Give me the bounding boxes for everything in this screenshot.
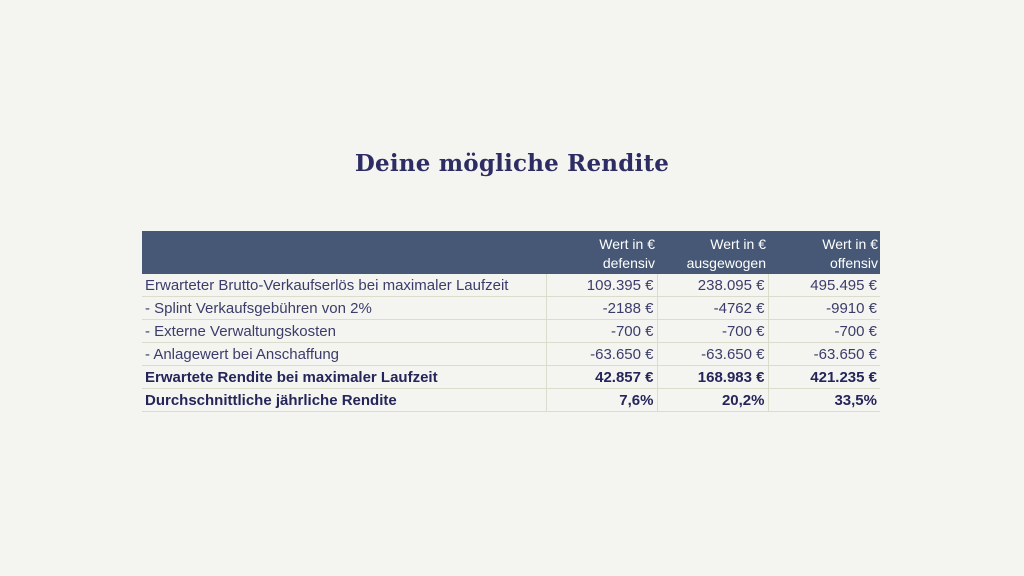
- value-cell-offensiv: -700 €: [768, 320, 880, 343]
- header-unit: Wert in €: [822, 235, 878, 252]
- table-header-row: [142, 231, 880, 274]
- row-label-cell: Erwartete Rendite bei maximaler Laufzeit: [142, 366, 546, 389]
- value-cell-offensiv: -9910 €: [768, 297, 880, 320]
- table-row: [142, 366, 880, 389]
- header-unit: Wert in €: [599, 235, 655, 252]
- table-body: [142, 274, 880, 412]
- table-row: [142, 274, 880, 297]
- value-cell-ausgewogen: -4762 €: [657, 297, 768, 320]
- value-cell-ausgewogen: 168.983 €: [657, 366, 768, 389]
- table-row: [142, 389, 880, 412]
- value-cell-defensiv: 7,6%: [546, 389, 657, 412]
- returns-table: [142, 231, 880, 412]
- value-cell-offensiv: -63.650 €: [768, 343, 880, 366]
- page-title: Deine mögliche Rendite: [354, 150, 670, 177]
- table-row: [142, 320, 880, 343]
- value-cell-defensiv: -700 €: [546, 320, 657, 343]
- header-scenario: ausgewogen: [686, 254, 766, 271]
- value-cell-offensiv: 495.495 €: [768, 274, 880, 297]
- value-cell-ausgewogen: -63.650 €: [657, 343, 768, 366]
- header-scenario: defensiv: [602, 254, 655, 271]
- row-label-cell: Durchschnittliche jährliche Rendite: [142, 389, 546, 412]
- row-label-cell: Erwarteter Brutto-Verkaufserlös bei maximaler Laufzeit: [142, 274, 546, 297]
- value-cell-offensiv: 33,5%: [768, 389, 880, 412]
- header-cell-ausgewogen: [657, 231, 768, 274]
- header-cell-label: [142, 231, 546, 274]
- table-row: [142, 297, 880, 320]
- row-label-cell: - Splint Verkaufsgebühren von 2%: [142, 297, 546, 320]
- value-cell-defensiv: -2188 €: [546, 297, 657, 320]
- header-cell-offensiv: [768, 231, 880, 274]
- value-cell-defensiv: 109.395 €: [546, 274, 657, 297]
- header-scenario: offensiv: [830, 254, 878, 271]
- table-row: [142, 343, 880, 366]
- value-cell-offensiv: 421.235 €: [768, 366, 880, 389]
- value-cell-ausgewogen: 20,2%: [657, 389, 768, 412]
- value-cell-ausgewogen: -700 €: [657, 320, 768, 343]
- value-cell-defensiv: 42.857 €: [546, 366, 657, 389]
- value-cell-ausgewogen: 238.095 €: [657, 274, 768, 297]
- header-unit: Wert in €: [710, 235, 766, 252]
- row-label-cell: - Anlagewert bei Anschaffung: [142, 343, 546, 366]
- value-cell-defensiv: -63.650 €: [546, 343, 657, 366]
- header-cell-defensiv: [546, 231, 657, 274]
- row-label-cell: - Externe Verwaltungskosten: [142, 320, 546, 343]
